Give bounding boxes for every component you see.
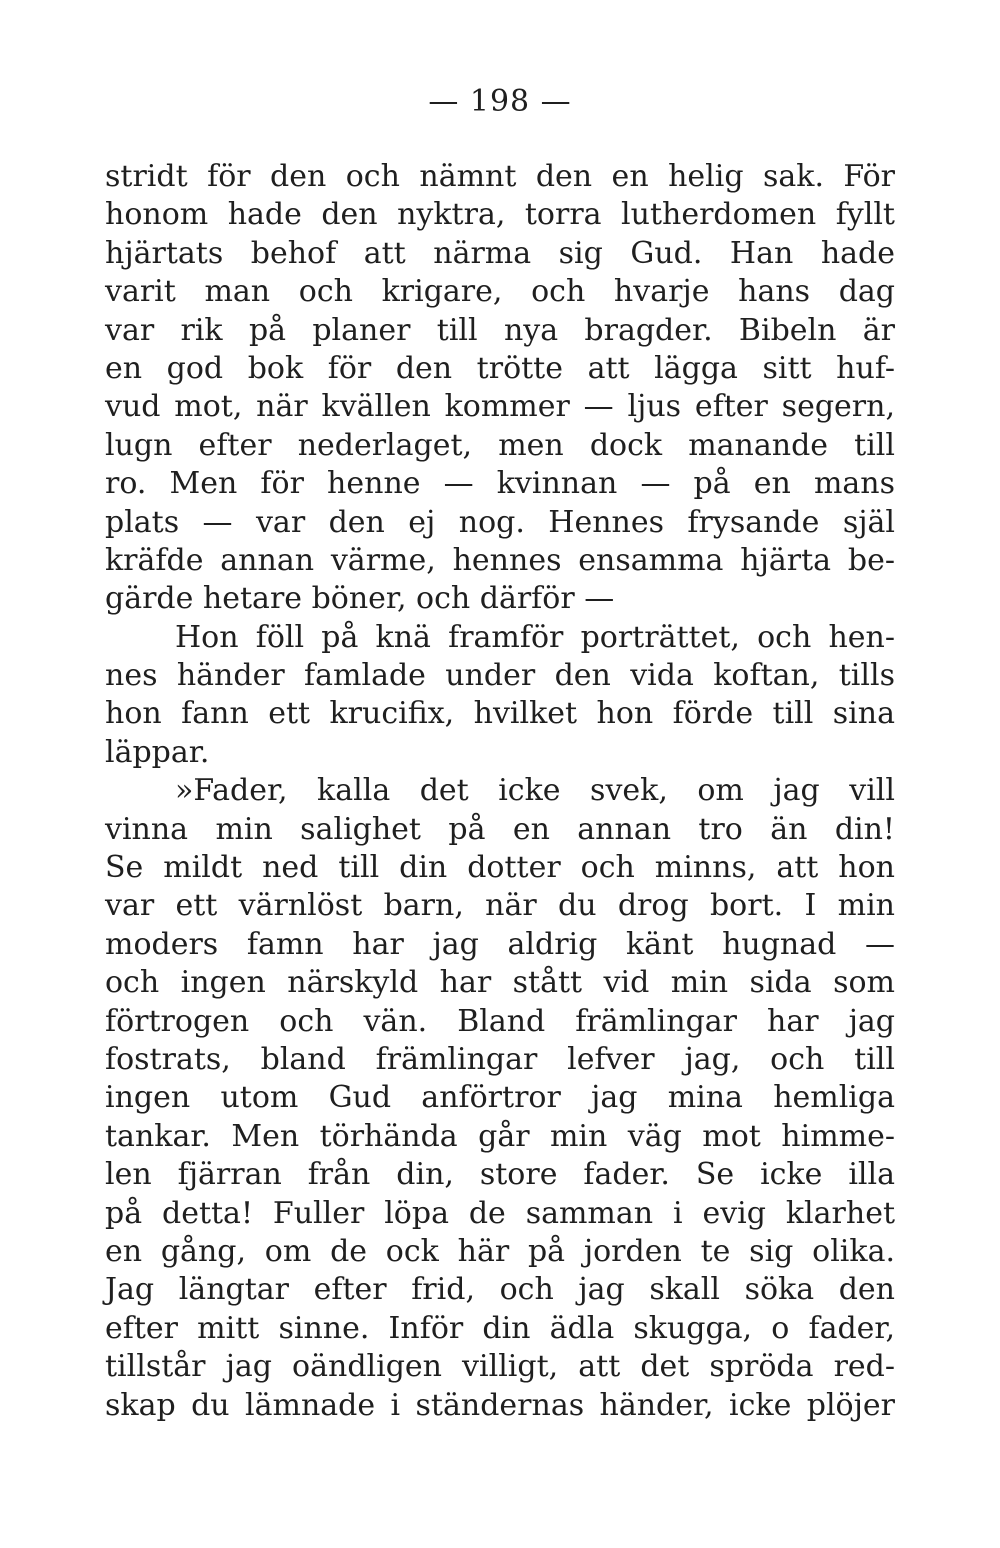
- text-line: Hon föll på knä framför porträttet, och hen-: [175, 619, 895, 655]
- text-line: ro. Men för henne — kvinnan — på en mans: [105, 466, 895, 502]
- text-line: fostrats, bland främlingar lefver jag, och till: [105, 1041, 895, 1077]
- text-line: var ett värnlöst barn, när du drog bort. I min: [105, 888, 895, 924]
- body-text: [105, 158, 895, 1425]
- text-line: moders famn har jag aldrig känt hugnad —: [105, 926, 895, 962]
- text-line: tillstår jag oändligen villigt, att det spröda red-: [105, 1349, 895, 1385]
- text-line: läppar.: [105, 734, 210, 770]
- page-number: — 198 —: [428, 84, 572, 119]
- text-line: skap du lämnade i ständernas händer, icke plöjer: [105, 1387, 895, 1423]
- text-line: len fjärran från din, store fader. Se icke illa: [105, 1157, 895, 1193]
- text-line: på detta! Fuller löpa de samman i evig klarhet: [105, 1195, 895, 1231]
- text-line: en gång, om de ock här på jorden te sig olika.: [105, 1233, 895, 1269]
- text-line: var rik på planer till nya bragder. Bibeln är: [105, 312, 895, 348]
- text-line: vud mot, när kvällen kommer — ljus efter segern,: [105, 389, 895, 425]
- text-line: Se mildt ned till din dotter och minns, att hon: [105, 850, 895, 886]
- text-line: kräfde annan värme, hennes ensamma hjärta be-: [105, 542, 895, 578]
- text-line: nes händer famlade under den vida koftan, tills: [105, 658, 895, 694]
- text-line: gärde hetare böner, och därför —: [105, 581, 615, 617]
- text-line: tankar. Men törhända går min väg mot himme-: [105, 1118, 895, 1154]
- text-line: »Fader, kalla det icke svek, om jag vill: [175, 773, 895, 809]
- text-line: lugn efter nederlaget, men dock manande till: [105, 427, 895, 463]
- text-line: en god bok för den trötte att lägga sitt huf-: [105, 350, 895, 386]
- text-line: och ingen närskyld har stått vid min sida som: [105, 965, 895, 1001]
- text-line: honom hade den nyktra, torra lutherdomen fyllt: [105, 197, 895, 233]
- text-line: varit man och krigare, och hvarje hans dag: [105, 274, 895, 310]
- text-line: vinna min salighet på en annan tro än din!: [105, 811, 895, 847]
- text-line: hon fann ett krucifix, hvilket hon förde till sina: [105, 696, 895, 732]
- text-line: Jag längtar efter frid, och jag skall söka den: [105, 1272, 895, 1308]
- text-line: förtrogen och vän. Bland främlingar har jag: [105, 1003, 895, 1039]
- text-line: ingen utom Gud anförtror jag mina hemliga: [105, 1080, 895, 1116]
- text-line: plats — var den ej nog. Hennes frysande själ: [105, 504, 895, 540]
- text-line: hjärtats behof att närma sig Gud. Han hade: [105, 235, 895, 271]
- text-line: efter mitt sinne. Inför din ädla skugga, o fader,: [105, 1310, 895, 1346]
- text-line: stridt för den och nämnt den en helig sak. För: [105, 159, 895, 194]
